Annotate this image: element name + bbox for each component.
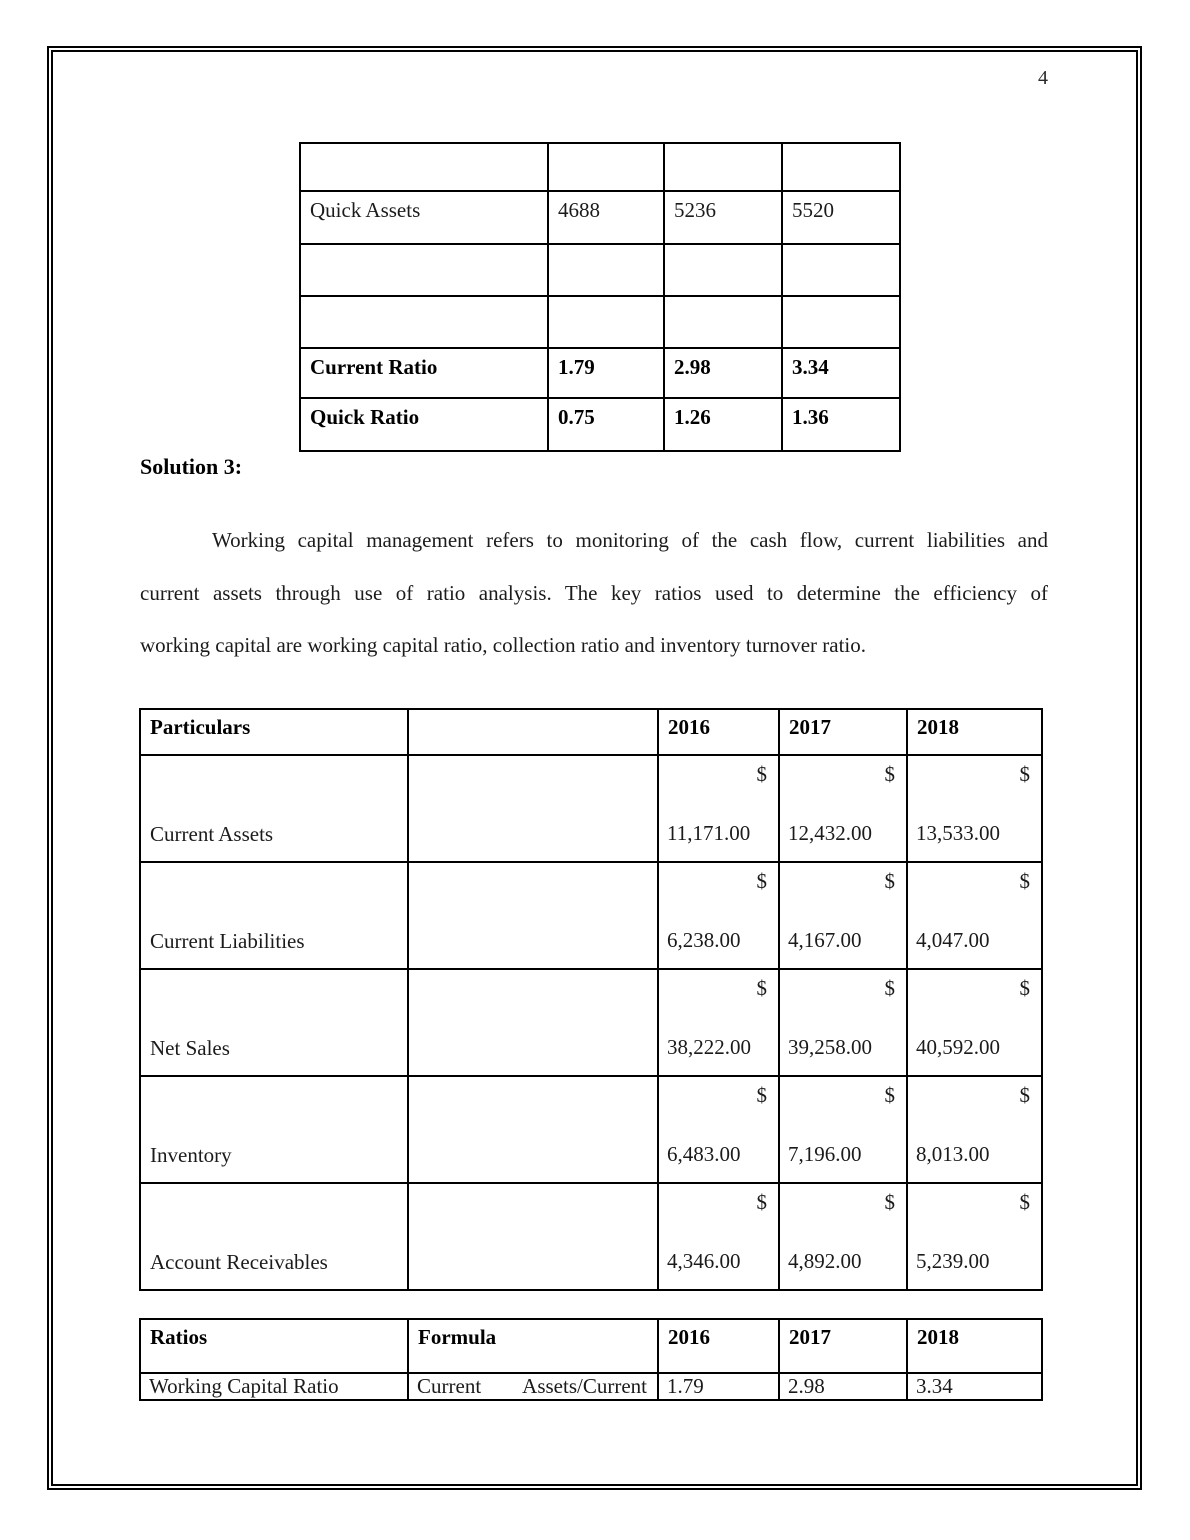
currency-symbol: $	[1019, 976, 1030, 1000]
amount: 12,432.00	[788, 821, 872, 845]
table-row	[140, 1373, 1042, 1400]
currency-symbol: $	[884, 1083, 895, 1107]
row-label-cell: Current Liabilities	[140, 862, 408, 969]
ratios-table	[139, 1318, 1043, 1401]
table-row	[140, 1183, 1042, 1290]
empty-cell	[408, 1183, 658, 1290]
quick-ratio-table	[299, 142, 901, 452]
currency-symbol: $	[756, 976, 767, 1000]
value-cell: 2.98	[779, 1373, 907, 1400]
value-cell: 1.26	[664, 398, 782, 451]
amount: 4,892.00	[788, 1249, 862, 1273]
money-cell	[907, 755, 1042, 862]
value-cell: 2.98	[664, 348, 782, 398]
row-label-cell: Quick Ratio	[300, 398, 548, 451]
value-cell: 1.36	[782, 398, 900, 451]
amount: 5,239.00	[916, 1249, 990, 1273]
money-cell	[658, 969, 779, 1076]
row-label-cell: Inventory	[140, 1076, 408, 1183]
currency-symbol: $	[1019, 762, 1030, 786]
money-cell	[779, 969, 907, 1076]
currency-symbol: $	[756, 1190, 767, 1214]
table-row	[300, 244, 900, 296]
value-cell: 5236	[664, 191, 782, 244]
money-cell	[658, 1183, 779, 1290]
table-row	[300, 398, 900, 451]
table-row	[300, 143, 900, 191]
currency-symbol: $	[884, 869, 895, 893]
table-cell	[782, 244, 900, 296]
currency-symbol: $	[884, 762, 895, 786]
table-header-row	[140, 709, 1042, 755]
row-label-cell: Current Assets	[140, 755, 408, 862]
currency-symbol: $	[1019, 1083, 1030, 1107]
empty-cell	[408, 862, 658, 969]
amount: 4,346.00	[667, 1249, 741, 1273]
column-header: 2016	[658, 709, 779, 755]
amount: 39,258.00	[788, 1035, 872, 1059]
row-label-cell: Account Receivables	[140, 1183, 408, 1290]
solution-heading: Solution 3:	[140, 454, 243, 479]
money-cell	[907, 862, 1042, 969]
empty-cell	[408, 969, 658, 1076]
money-cell	[907, 1183, 1042, 1290]
amount: 4,047.00	[916, 928, 990, 952]
body-paragraph	[140, 514, 1048, 672]
table-cell	[664, 296, 782, 348]
table-row	[300, 348, 900, 398]
currency-symbol: $	[756, 1083, 767, 1107]
value-cell: 1.79	[658, 1373, 779, 1400]
money-cell	[779, 755, 907, 862]
empty-cell	[408, 755, 658, 862]
value-cell: 3.34	[907, 1373, 1042, 1400]
column-header: 2016	[658, 1319, 779, 1373]
table-row	[300, 191, 900, 244]
row-label-cell: Working Capital Ratio	[140, 1373, 408, 1400]
paragraph-line: working capital are working capital ratio, collection ratio and inventory turnover ratio.	[140, 633, 866, 657]
column-header: Particulars	[140, 709, 408, 755]
amount: 4,167.00	[788, 928, 862, 952]
money-cell	[658, 862, 779, 969]
table-cell	[548, 296, 664, 348]
amount: 38,222.00	[667, 1035, 751, 1059]
column-header: 2018	[907, 709, 1042, 755]
particulars-table	[139, 708, 1043, 1291]
column-header: 2018	[907, 1319, 1042, 1373]
currency-symbol: $	[1019, 869, 1030, 893]
table-cell	[782, 143, 900, 191]
currency-symbol: $	[884, 976, 895, 1000]
amount: 8,013.00	[916, 1142, 990, 1166]
amount: 6,483.00	[667, 1142, 741, 1166]
value-cell: 3.34	[782, 348, 900, 398]
paragraph-line: Working capital management refers to monitoring of the cash flow, current liabilities and	[212, 528, 1048, 552]
value-cell: 0.75	[548, 398, 664, 451]
column-header: 2017	[779, 1319, 907, 1373]
table-row	[300, 296, 900, 348]
value-cell: 4688	[548, 191, 664, 244]
table-cell	[300, 143, 548, 191]
money-cell	[779, 862, 907, 969]
money-cell	[779, 1076, 907, 1183]
currency-symbol: $	[756, 762, 767, 786]
table-cell	[548, 143, 664, 191]
amount: 6,238.00	[667, 928, 741, 952]
currency-symbol: $	[756, 869, 767, 893]
currency-symbol: $	[884, 1190, 895, 1214]
table-cell	[664, 244, 782, 296]
amount: 11,171.00	[667, 821, 751, 845]
currency-symbol: $	[1019, 1190, 1030, 1214]
money-cell	[658, 755, 779, 862]
value-cell: 1.79	[548, 348, 664, 398]
table-row	[140, 755, 1042, 862]
amount: 7,196.00	[788, 1142, 862, 1166]
table-cell	[300, 296, 548, 348]
table-row	[140, 1076, 1042, 1183]
money-cell	[907, 969, 1042, 1076]
money-cell	[907, 1076, 1042, 1183]
formula-word: Assets/Current	[522, 1375, 647, 1397]
row-label-cell: Net Sales	[140, 969, 408, 1076]
formula-word: Current	[417, 1375, 482, 1397]
page-number: 4	[1038, 67, 1048, 89]
amount: 40,592.00	[916, 1035, 1000, 1059]
table-cell	[300, 244, 548, 296]
table-cell	[782, 296, 900, 348]
value-cell: 5520	[782, 191, 900, 244]
amount: 13,533.00	[916, 821, 1000, 845]
row-label-cell: Quick Assets	[300, 191, 548, 244]
row-label-cell: Current Ratio	[300, 348, 548, 398]
formula-cell	[408, 1373, 658, 1400]
table-header-row	[140, 1319, 1042, 1373]
column-header	[408, 709, 658, 755]
money-cell	[658, 1076, 779, 1183]
column-header: 2017	[779, 709, 907, 755]
table-row	[140, 969, 1042, 1076]
paragraph-line: current assets through use of ratio analysis. The key ratios used to determine the efficiency of	[140, 580, 1048, 605]
column-header: Formula	[408, 1319, 658, 1373]
money-cell	[779, 1183, 907, 1290]
table-cell	[548, 244, 664, 296]
table-cell	[664, 143, 782, 191]
empty-cell	[408, 1076, 658, 1183]
column-header: Ratios	[140, 1319, 408, 1373]
table-row	[140, 862, 1042, 969]
